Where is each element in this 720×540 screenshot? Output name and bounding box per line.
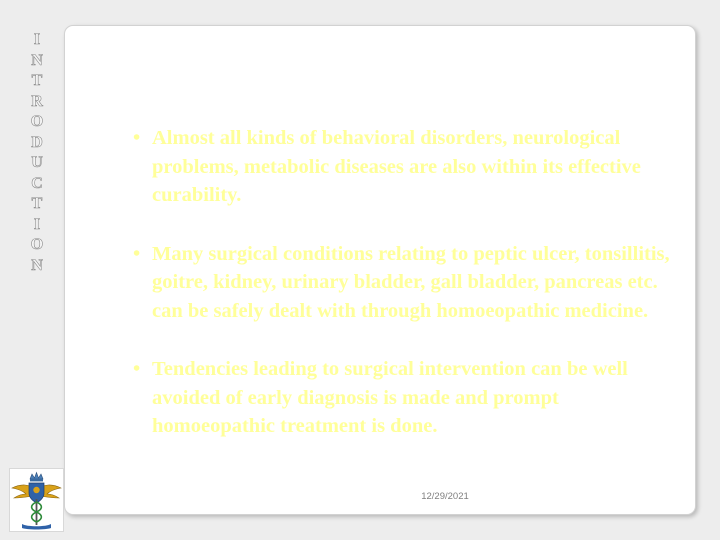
title-letter: I	[33, 215, 41, 233]
bullet-item	[133, 240, 678, 326]
bullet-marker: •	[133, 127, 141, 149]
caduceus-emblem-icon	[9, 468, 64, 532]
bullet-text: Many surgical conditions relating to peptic ulcer, tonsillitis, goitre, kidney, urinary bladder, gall bladder, pancreas etc. can be safely dealt with through homoeopathic medicine.	[152, 242, 670, 322]
title-letter: O	[30, 236, 44, 253]
slide-date: 12/29/2021	[421, 491, 469, 502]
slide-content-card	[64, 25, 696, 515]
title-letter: N	[31, 51, 43, 69]
emblem-graphic	[10, 469, 63, 531]
bullet-item	[133, 355, 678, 441]
title-letter: U	[31, 154, 43, 171]
title-letter: R	[31, 92, 43, 110]
title-letter: C	[31, 174, 43, 192]
title-letter: N	[31, 256, 43, 274]
bullet-marker: •	[133, 242, 141, 265]
bullet-item	[133, 124, 678, 210]
bullet-list	[133, 124, 678, 441]
vertical-title	[30, 30, 44, 276]
title-letter: I	[33, 31, 41, 48]
title-letter: D	[31, 133, 43, 151]
bullet-marker: •	[133, 358, 141, 380]
bullet-text: Tendencies leading to surgical intervention can be well avoided of early diagnosis is made and prompt homoeopathic treatment is done.	[152, 358, 628, 437]
title-letter: T	[31, 195, 43, 212]
bullet-text: Almost all kinds of behavioral disorders, neurological problems, metabolic diseases are also within its effective curability.	[152, 127, 641, 206]
title-letter: O	[30, 113, 44, 130]
title-letter: T	[31, 72, 43, 89]
